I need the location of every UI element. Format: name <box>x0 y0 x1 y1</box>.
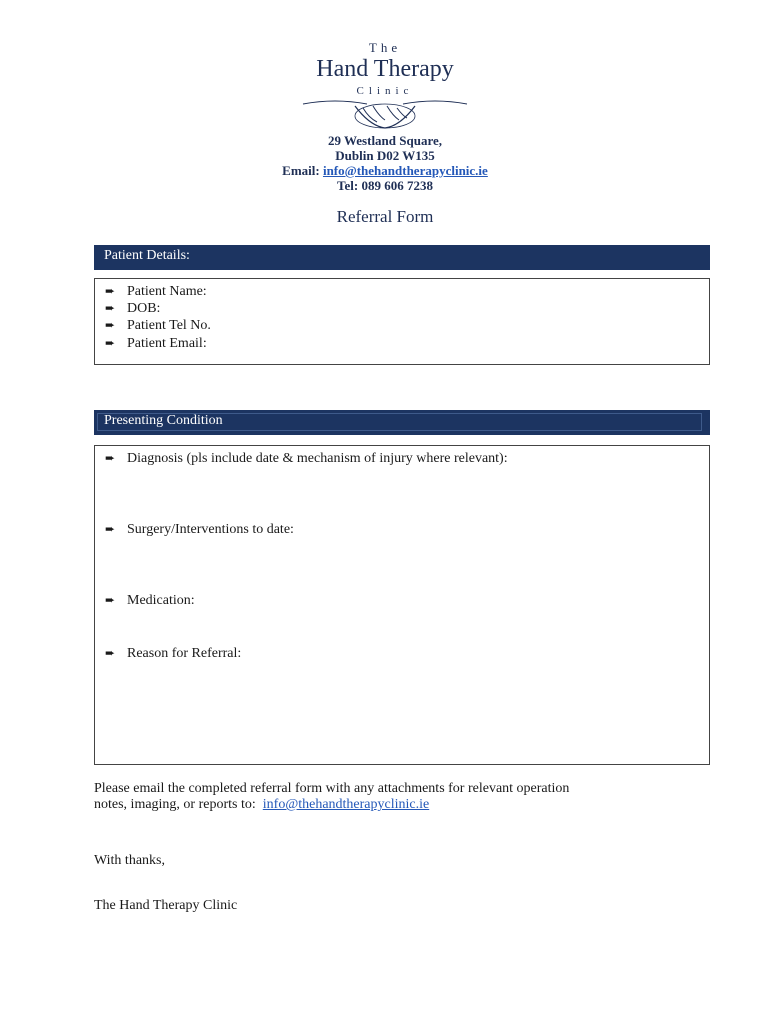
address-line-1: 29 Westland Square, <box>327 133 443 148</box>
instruction-line-2: notes, imaging, or reports to: info@thehandtherapyclinic.ie <box>94 797 430 812</box>
closing-thanks: With thanks, <box>94 853 165 868</box>
header-email-link[interactable]: info@thehandtherapyclinic.ie <box>322 163 488 178</box>
instruction-line-1: Please email the completed referral form with any attachments for relevant operation <box>94 781 570 796</box>
patient-details-heading: Patient Details: <box>104 248 190 263</box>
address-line-2: Dublin D02 W135 <box>335 148 435 163</box>
right-arrow-bullet-icon: ➨ <box>105 451 116 465</box>
email-label: Email: <box>282 163 320 178</box>
logo-text-clinic: Clinic <box>356 85 414 97</box>
right-arrow-bullet-icon: ➨ <box>105 301 116 315</box>
list-item: ➨ DOB: <box>105 301 161 316</box>
list-item: ➨ Medication: <box>105 593 195 608</box>
logo-text-the: The <box>368 40 402 55</box>
right-arrow-bullet-icon: ➨ <box>105 593 116 607</box>
right-arrow-bullet-icon: ➨ <box>105 318 116 332</box>
presenting-condition-header <box>94 410 710 435</box>
right-arrow-bullet-icon: ➨ <box>105 284 116 298</box>
signoff: The Hand Therapy Clinic <box>94 898 238 913</box>
list-item: ➨ Surgery/Interventions to date: <box>105 522 294 537</box>
presenting-condition-heading: Presenting Condition <box>104 413 223 428</box>
list-item: ➨ Patient Email: <box>105 336 207 351</box>
right-arrow-bullet-icon: ➨ <box>105 522 116 536</box>
patient-details-box <box>94 278 710 365</box>
presenting-condition-box <box>94 445 710 765</box>
logo-text-hand-therapy: Hand Therapy <box>316 56 454 82</box>
address-email-line <box>0 163 770 179</box>
hands-illustration-icon <box>295 96 475 132</box>
list-item: ➨ Patient Name: <box>105 284 207 299</box>
address-tel: Tel: 089 606 7238 <box>337 178 433 193</box>
list-item: ➨ Diagnosis (pls include date & mechanism of injury where relevant): <box>105 451 508 466</box>
right-arrow-bullet-icon: ➨ <box>105 646 116 660</box>
clinic-logo <box>295 38 475 133</box>
patient-details-header <box>94 245 710 270</box>
footer-email-link[interactable]: info@thehandtherapyclinic.ie <box>262 797 430 812</box>
list-item: ➨ Patient Tel No. <box>105 318 211 333</box>
list-item: ➨ Reason for Referral: <box>105 646 242 661</box>
right-arrow-bullet-icon: ➨ <box>105 336 116 350</box>
form-title: Referral Form <box>336 207 434 226</box>
